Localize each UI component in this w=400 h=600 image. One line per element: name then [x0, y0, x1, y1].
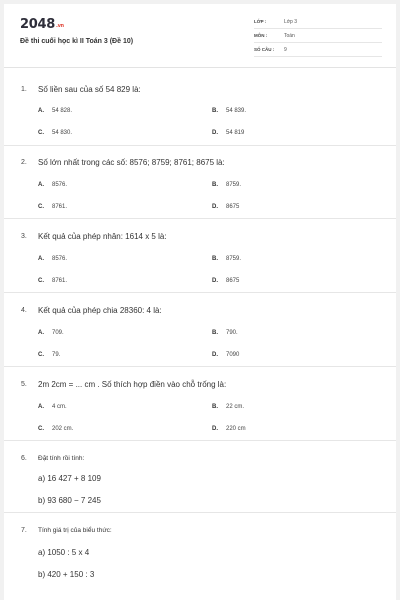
option-text: 54 830.: [52, 130, 73, 136]
logo-sub: .vn: [55, 23, 64, 29]
question-number: 2.: [21, 159, 27, 166]
exam-header: [4, 4, 396, 68]
option-letter: B.: [212, 108, 218, 114]
meta-class-value: Lớp 3: [284, 19, 298, 25]
option-letter: C.: [38, 204, 44, 210]
option-letter: D.: [212, 426, 218, 432]
option-letter: C.: [38, 352, 44, 358]
option-letter: D.: [212, 352, 218, 358]
option-text: 220 cm: [226, 426, 246, 432]
option-letter: A.: [38, 330, 44, 336]
option-letter: B.: [212, 256, 218, 262]
option-c[interactable]: [38, 130, 72, 136]
option-text: 8761.: [52, 278, 68, 284]
option-text: 22 cm.: [226, 404, 245, 410]
question-number: 6.: [21, 455, 27, 462]
option-text: 8761.: [52, 204, 68, 210]
sub-question-a: a) 1050 : 5 x 4: [38, 548, 90, 557]
question-text: 2m 2cm = ... cm . Số thích hợp điền vào chỗ trống là:: [38, 380, 227, 389]
meta-subject-row: [254, 32, 382, 43]
option-d[interactable]: [212, 204, 239, 210]
question-number: 4.: [21, 307, 27, 314]
question-divider: [4, 440, 396, 441]
option-letter: C.: [38, 278, 44, 284]
question-text: Kết quả của phép chia 28360: 4 là:: [38, 306, 162, 315]
option-letter: D.: [212, 130, 218, 136]
question-divider: [4, 145, 396, 146]
option-b[interactable]: [212, 256, 241, 262]
option-text: 8759.: [226, 182, 242, 188]
question-text: Số liền sau của số 54 829 là:: [38, 85, 141, 94]
question-divider: [4, 366, 396, 367]
meta-count-label: SỐ CÂU :: [254, 47, 275, 52]
option-text: 8759.: [226, 256, 242, 262]
question-text: Số lớn nhất trong các số: 8576; 8759; 8761; 8675 là:: [38, 158, 225, 167]
option-text: 8675: [226, 204, 240, 210]
option-text: 54 828.: [52, 108, 73, 114]
option-text: 54 819: [226, 130, 245, 136]
option-letter: D.: [212, 204, 218, 210]
meta-class-row: [254, 18, 382, 29]
question-text: Đặt tính rồi tính:: [38, 455, 85, 462]
option-letter: B.: [212, 404, 218, 410]
option-d[interactable]: [212, 130, 244, 136]
option-c[interactable]: [38, 352, 60, 358]
meta-count-row: [254, 46, 382, 57]
option-letter: B.: [212, 182, 218, 188]
option-text: 8675: [226, 278, 240, 284]
option-letter: C.: [38, 426, 44, 432]
option-text: 202 cm.: [52, 426, 74, 432]
question-number: 7.: [21, 527, 27, 534]
option-a[interactable]: [38, 404, 67, 410]
option-letter: A.: [38, 182, 44, 188]
option-text: 790.: [226, 330, 238, 336]
option-a[interactable]: [38, 330, 64, 336]
option-b[interactable]: [212, 108, 246, 114]
site-logo[interactable]: [20, 17, 64, 32]
sub-question-b: b) 420 + 150 : 3: [38, 570, 95, 579]
question-divider: [4, 512, 396, 513]
option-text: 709.: [52, 330, 64, 336]
exam-title: Đề thi cuối học kì II Toán 3 (Đề 10): [20, 38, 134, 45]
question-divider: [4, 292, 396, 293]
option-d[interactable]: [212, 278, 239, 284]
sub-question-a: a) 16 427 + 8 109: [38, 474, 101, 483]
option-letter: D.: [212, 278, 218, 284]
option-d[interactable]: [212, 352, 239, 358]
option-a[interactable]: [38, 182, 67, 188]
option-a[interactable]: [38, 108, 72, 114]
option-text: 79.: [52, 352, 61, 358]
option-a[interactable]: [38, 256, 67, 262]
option-text: 8576.: [52, 256, 68, 262]
option-letter: A.: [38, 256, 44, 262]
option-text: 7090: [226, 352, 240, 358]
question-text: Kết quả của phép nhân: 1614 x 5 là:: [38, 232, 167, 241]
question-divider: [4, 218, 396, 219]
sub-question-b: b) 93 680 − 7 245: [38, 496, 101, 505]
option-letter: C.: [38, 130, 44, 136]
question-number: 5.: [21, 381, 27, 388]
option-b[interactable]: [212, 182, 241, 188]
option-c[interactable]: [38, 204, 67, 210]
meta-subject-value: Toán: [284, 33, 295, 39]
meta-count-value: 9: [284, 47, 287, 53]
option-b[interactable]: [212, 404, 244, 410]
question-number: 1.: [21, 86, 27, 93]
question-number: 3.: [21, 233, 27, 240]
meta-subject-label: MÔN :: [254, 33, 268, 38]
logo-main: 2048: [20, 17, 55, 32]
option-text: 8576.: [52, 182, 68, 188]
option-letter: A.: [38, 108, 44, 114]
option-letter: A.: [38, 404, 44, 410]
option-d[interactable]: [212, 426, 246, 432]
question-text: Tính giá trị của biểu thức:: [38, 527, 112, 534]
option-text: 4 cm.: [52, 404, 67, 410]
option-c[interactable]: [38, 278, 67, 284]
exam-page: [4, 4, 396, 600]
option-text: 54 839.: [226, 108, 247, 114]
option-c[interactable]: [38, 426, 73, 432]
option-letter: B.: [212, 330, 218, 336]
option-b[interactable]: [212, 330, 238, 336]
meta-class-label: LỚP :: [254, 19, 267, 24]
